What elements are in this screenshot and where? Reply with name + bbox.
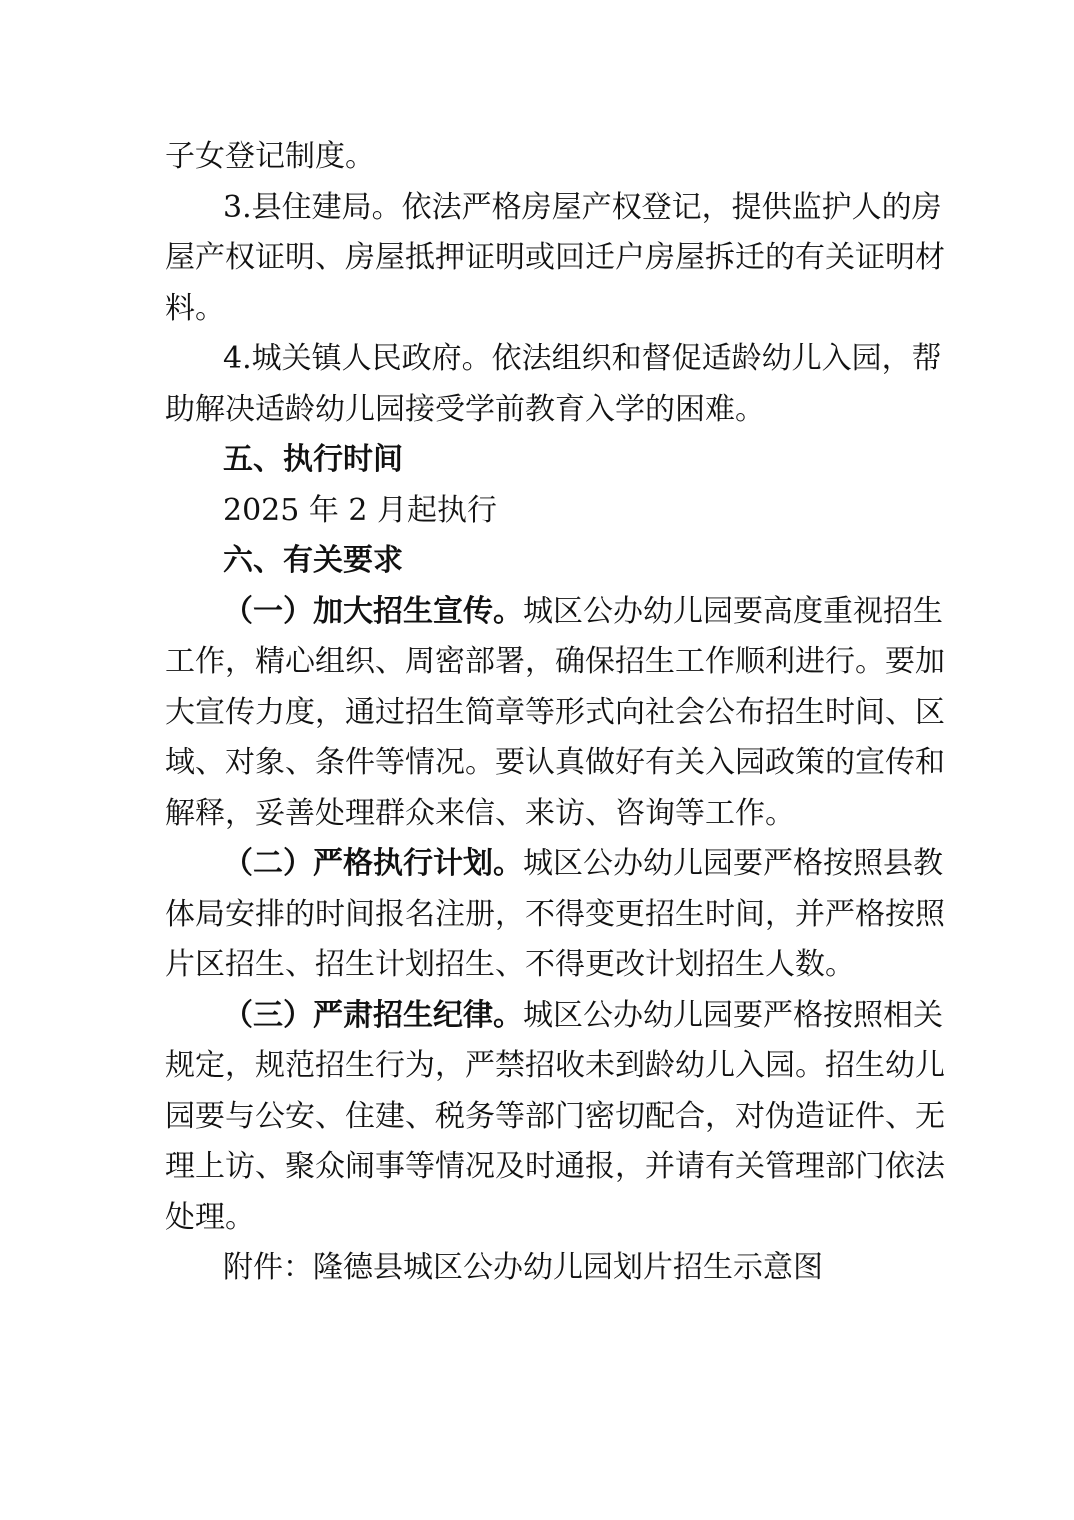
requirement-2-text: 城区公办幼儿园要严格按照县教 (523, 846, 943, 881)
paragraph-line: 大宣传力度，通过招生简章等形式向社会公布招生时间、区 (165, 694, 945, 730)
requirement-1-first-line (165, 587, 943, 638)
requirement-3-first-line (165, 991, 943, 1042)
requirement-1-title: （一）加大招生宣传。 (223, 593, 523, 629)
paragraph-line: 4.城关镇人民政府。依法组织和督促适龄幼儿入园，帮 (223, 341, 942, 376)
attachment-note: 附件：隆德县城区公办幼儿园划片招生示意图 (223, 1250, 823, 1285)
paragraph-line: 片区招生、招生计划招生、不得更改计划招生人数。 (165, 947, 855, 982)
paragraph-line: 料。 (165, 290, 225, 326)
requirement-1-text: 城区公办幼儿园要高度重视招生 (523, 593, 943, 629)
paragraph-line: 助解决适龄幼儿园接受学前教育入学的困难。 (165, 391, 765, 427)
paragraph-line: 处理。 (165, 1199, 255, 1235)
paragraph-line: 园要与公安、住建、税务等部门密切配合，对伪造证件、无 (165, 1098, 945, 1134)
paragraph-line: 规定，规范招生行为，严禁招收未到龄幼儿入园。招生幼儿 (165, 1048, 945, 1083)
paragraph-line: 屋产权证明、房屋抵押证明或回迁户房屋拆迁的有关证明材 (165, 240, 945, 275)
requirement-2-title: （二）严格执行计划。 (223, 846, 523, 881)
requirement-3-text: 城区公办幼儿园要严格按照相关 (523, 997, 943, 1033)
paragraph-line: 工作，精心组织、周密部署，确保招生工作顺利进行。要加 (165, 644, 945, 679)
requirement-2-first-line (165, 839, 943, 890)
paragraph-line: 子女登记制度。 (165, 139, 375, 174)
paragraph-line: 体局安排的时间报名注册，不得变更招生时间，并严格按照 (165, 896, 945, 932)
section-heading-execution-time: 五、执行时间 (223, 442, 403, 477)
document-page (165, 132, 945, 1294)
paragraph-line: 域、对象、条件等情况。要认真做好有关入园政策的宣传和 (165, 745, 945, 780)
paragraph-line: 理上访、聚众闹事等情况及时通报，并请有关管理部门依法 (165, 1149, 945, 1184)
paragraph-line: 解释，妥善处理群众来信、来访、咨询等工作。 (165, 795, 795, 831)
section-heading-requirements: 六、有关要求 (223, 543, 403, 578)
paragraph-line: 3.县住建局。依法严格房屋产权登记，提供监护人的房 (223, 189, 942, 225)
requirement-3-title: （三）严肃招生纪律。 (223, 997, 523, 1033)
execution-time-text: 2025 年 2 月起执行 (223, 492, 498, 528)
